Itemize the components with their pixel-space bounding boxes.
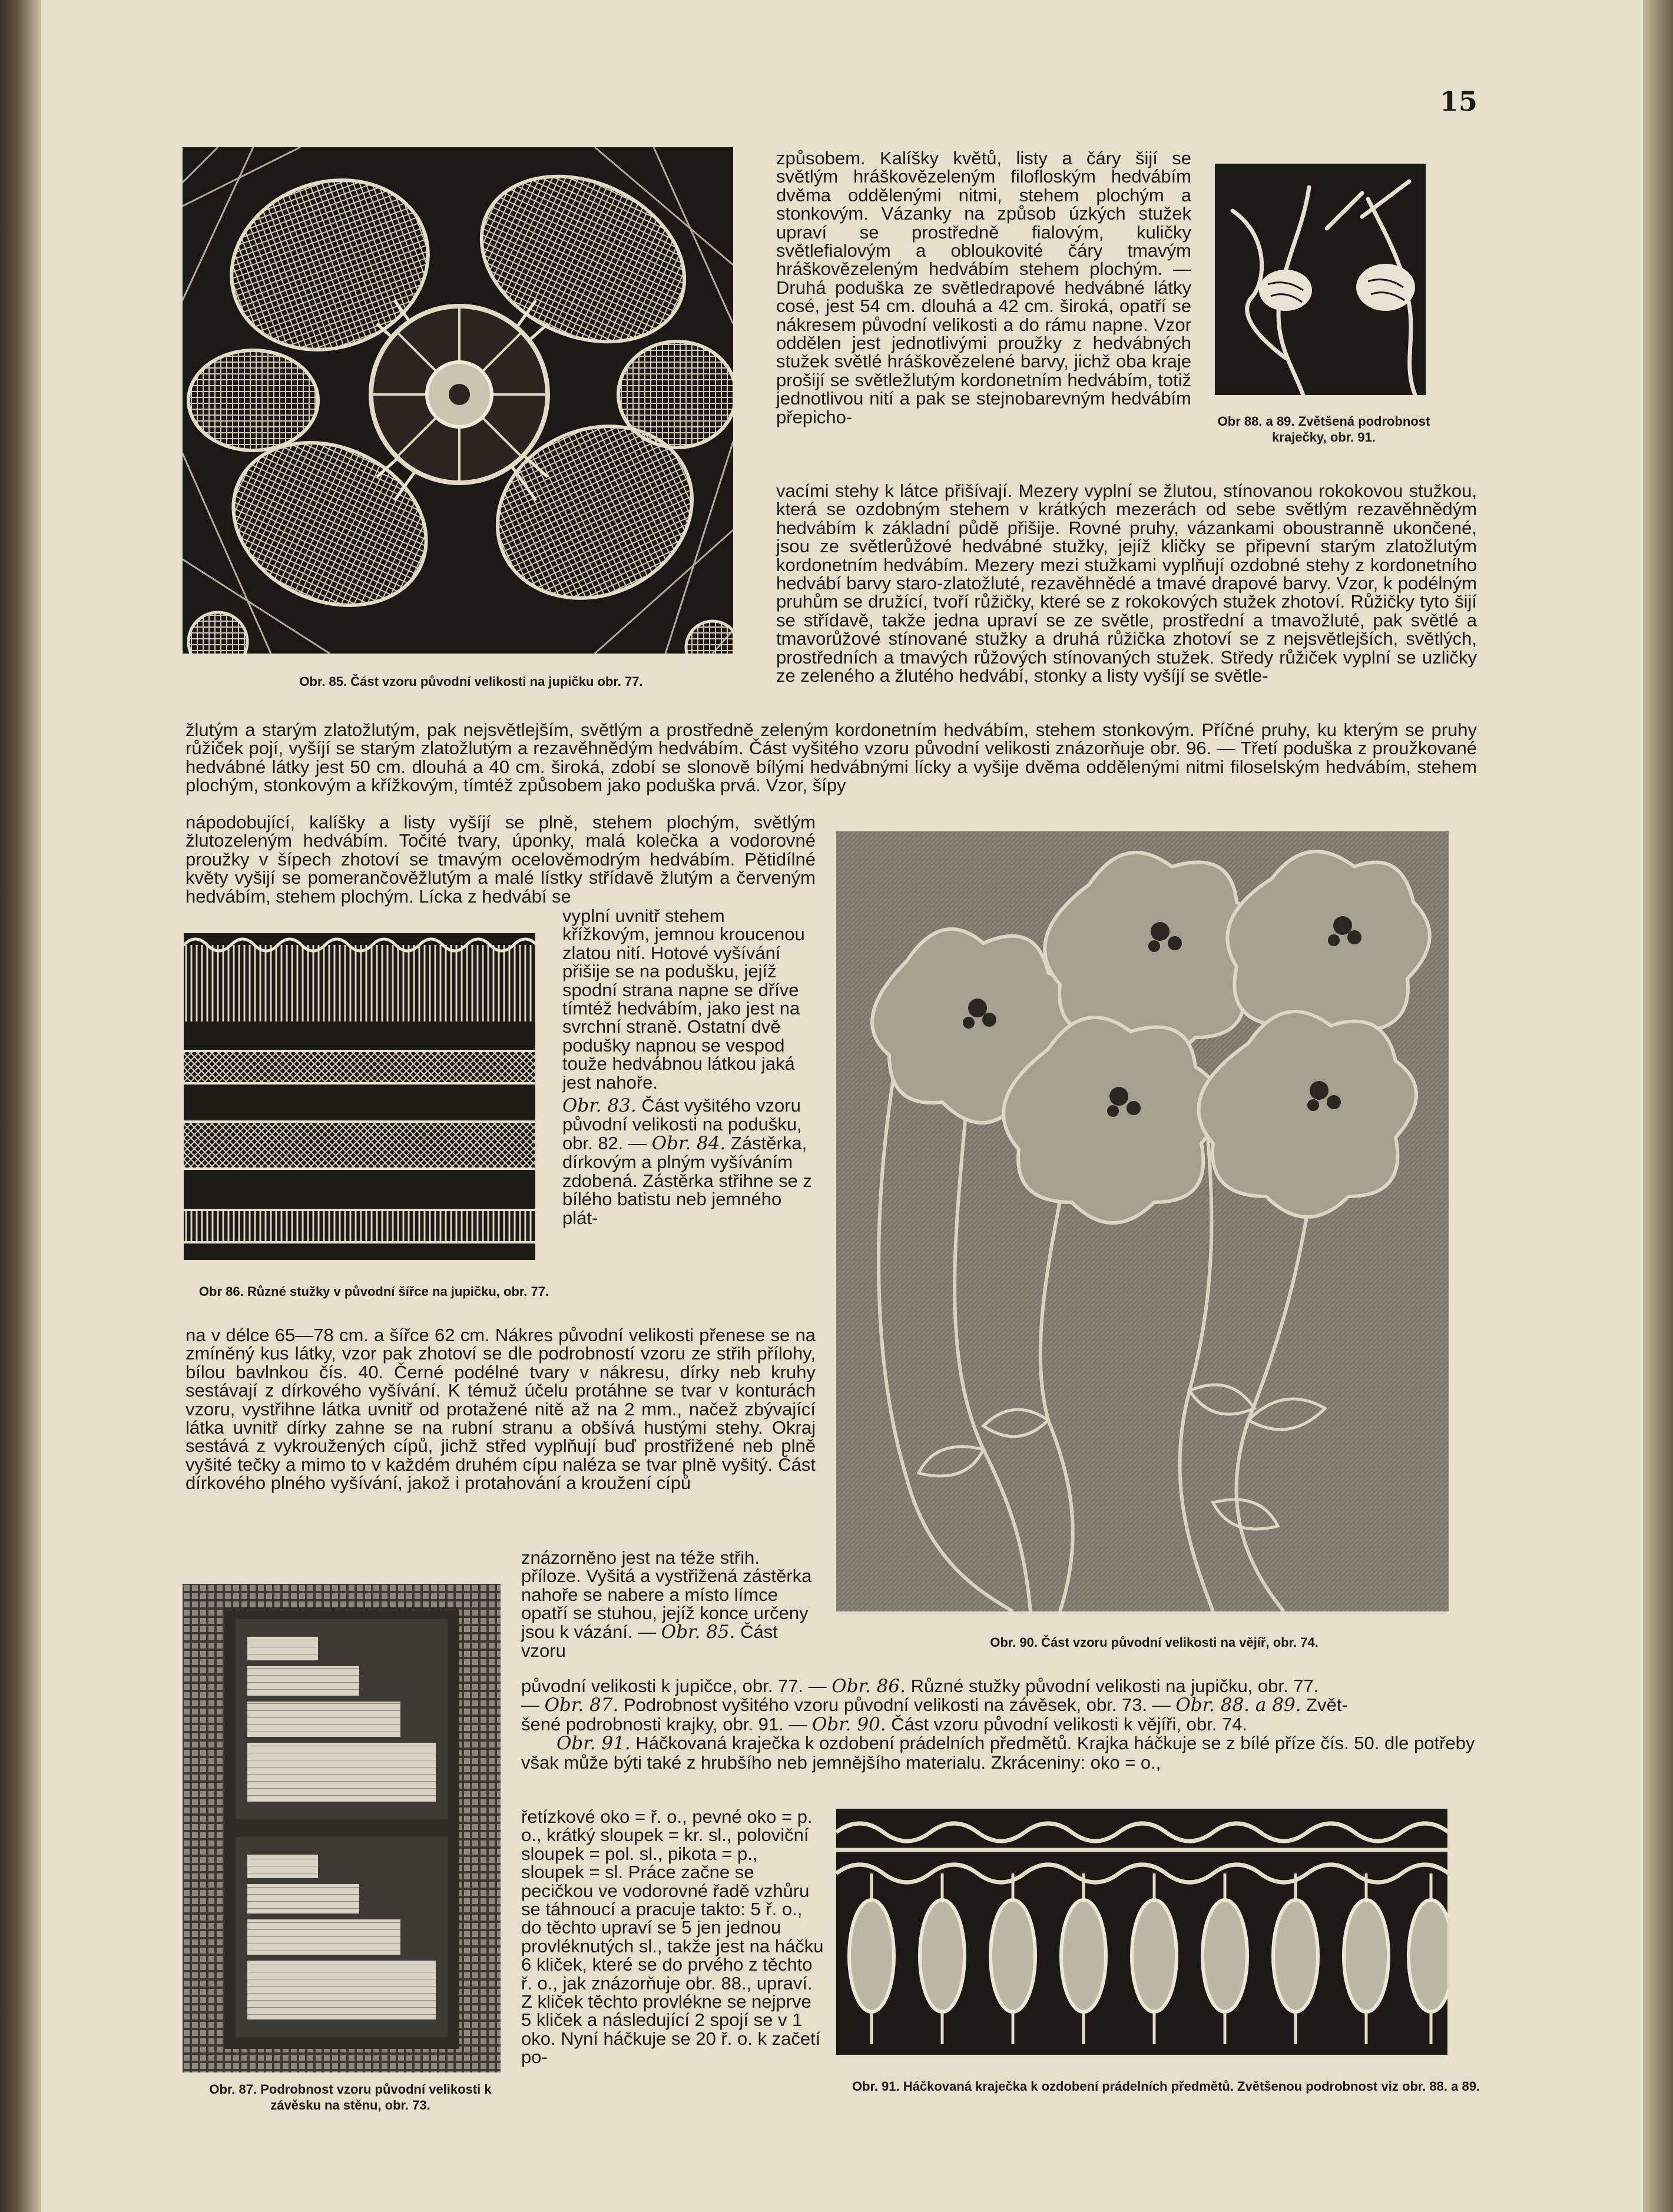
text-narrow-column-2	[521, 1548, 816, 1660]
paragraph: vacími stehy k látce přišívají. Mezery vyplní se žlutou, stínovanou rokokovou stužkou, která se ozdobným stehem v krátkých mezerách od sebe světlým rezavěhnědým hedvábím k základní půdě přišije. Rovné pruhy, vázankami oboustranně ukončené, jsou ze světlerůžové hedvábné stužky, jejíž kličky se připevní starým zlatožlutým kordonetním hedvábím. Mezery mezi stužkami vyplňují ozdobné stehy z kordonetního hedvábí barvy staro-zlatožluté, rezavěhnědé a tmavé drapové barvy. Vzor, k podélným pruhům se družící, tvoří růžičky, které se z rokokových stužek zhotoví. Růžičky tyto šijí se střídavě, takže jedna upraví se ze světle, prostřední a tmavožluté, pak světlé a tmavorůžové stínované stužky a druhá růžička zhotoví se z nejsvětlejších, světlých, prostředních a tmavých růžových stínovaných stužek. Středy růžiček vyplní se uzličky ze zeleného a žlutého hedvábí, stonky a listy vyšíjí se světle-	[776, 480, 1477, 687]
paragraph: Zástěrka, dírkovým a plným vyšíváním zdobená. Zástěrka střihne se z bílého batistu neb jemného plát-	[562, 1132, 812, 1228]
text-bottom-narrow-column	[521, 1808, 824, 2067]
figure-ref-86: Obr. 86.	[831, 1676, 906, 1697]
paragraph: Různé stužky původní velikosti na jupičku, obr. 77.	[910, 1676, 1319, 1696]
figure-87-wall-hanging-detail	[183, 1584, 501, 2072]
page-edge-shadow	[1643, 0, 1673, 2212]
text-left-middle	[185, 813, 816, 906]
paragraph: způsobem. Kalíšky květů, listy a čáry šijí se světlým hráškovězeleným filofloským hedvábím dvěma oddělenými nitmi, stehem plochým a stonkovým. Vázanky na způsob úzkých stužek upraví se prostředně fialovým, kuličky světlefialovým a obloukovité čáry tmavým hráškovězeleným hedvábím stehem plochým. — Druhá poduška ze světledrapové hedvábné látky cosé, jest 54 cm. dlouhá a 42 cm. široká, opatří se nákresem původní velikosti a do rámu napne. Vzor oddělen jest jednotlivými proužky z hedvábných stužek světlé hráškovězelené barvy, jichž oba kraje prošijí se světležlutým kordonetním hedvábím, totiž jednotlivou nití a pak se stejnobarevným hedvábím přepicho-	[776, 148, 1191, 427]
paragraph: šené podrobnosti krajky, obr. 91. —	[521, 1713, 807, 1735]
paragraph: žlutým a starým zlatožlutým, pak nejsvětlejším, světlým a prostředně zeleným kordonetním hedvábím, stehem stonkovým. Příčné pruhy, ku kterým se pruhy růžiček pojí, vyšíjí se starým zlatožlutým a rezavěhnědým hedvábím. Část vyšitého vzoru původní velikosti znázorňuje obr. 96. — Třetí poduška z proužkované hedvábné látky jest 50 cm. dlouhá a 40 cm. široká, zdobí se slonově bílými hedvábnými lícky a vyšije dvěma oddělenými nitmi filoselským hedvábím, stehem plochým, stonkovým a křížkovým, tímtéž způsobem jako poduška prvá. Vzor, šípy	[185, 719, 1477, 796]
paragraph: Část vyšitého vzoru původní velikosti na podušku, obr. 82. —	[562, 1095, 802, 1153]
paragraph: Část vzoru původní velikosti k vějíři, obr. 74.	[891, 1713, 1248, 1735]
figure-ref-90: Obr. 90.	[811, 1713, 886, 1735]
caption-fig-85: Obr. 85. Část vzoru původní velikosti na jupičku obr. 77.	[299, 674, 643, 689]
caption-fig-86: Obr 86. Různé stužky v původní šířce na jupičku, obr. 77.	[198, 1284, 549, 1299]
figure-88-89-crochet-detail	[1215, 164, 1426, 395]
text-right-column-top	[776, 149, 1191, 426]
figure-ref-83: Obr. 83.	[562, 1095, 637, 1117]
text-right-column-wide	[776, 482, 1477, 685]
paragraph: Zvět-	[1306, 1694, 1348, 1716]
text-full-width	[185, 721, 1477, 795]
paragraph: Podrobnost vyšitého vzoru původní velikosti na závěsek, obr. 73. —	[623, 1694, 1171, 1716]
figure-91-crochet-lace	[836, 1809, 1447, 2055]
paragraph: nápodobující, kalíšky a listy vyšíjí se plně, stehem plochým, světlým žlutozeleným hedvábím. Točité tvary, úponky, malá kolečka a vodorovné proužky v šípech zhotoví se tmavým ocelověmodrým hedvábím. Pětidílné květy vyšijí se pomerančověžlutým a malé lístky střídavě žlutým a červeným hedvábím, stehem plochým. Lícka z hedvábí se	[185, 812, 816, 907]
paragraph: řetízkové oko = ř. o., pevné oko = p. o., krátký sloupek = kr. sl., poloviční sloupek = pol. sl., pikota = p., sloupek = sl. Práce začne se pecičkou ve vodorovné řadě vzhůru se táhnoucí a pracuje takto: 5 ř. o., do těchto upraví se 5 jen jednou provléknutých sl., takže jest na háčku 6 kliček, které se do prvého z těchto ř. o., jak znázorňuje obr. 88., upraví. Z kliček těchto provlékne se nejprve 5 kliček a následující 2 spojí se v 1 oko. Nyní háčkuje se 20 ř. o. k začetí po-	[521, 1806, 824, 2068]
paragraph: Část vzoru	[521, 1621, 778, 1662]
figure-86-ribbons	[184, 933, 535, 1260]
paragraph: —	[521, 1694, 539, 1716]
figure-ref-87: Obr. 87.	[544, 1694, 619, 1716]
figure-ref-85: Obr. 85.	[661, 1621, 736, 1643]
figure-90-rose-fan	[836, 831, 1449, 1611]
caption-fig-91: Obr. 91. Háčkovaná kraječka k ozdobení prádelních předmětů. Zvětšenou podrobnost viz obr. 88. a 89.	[852, 2079, 1480, 2094]
paragraph: vyplní uvnitř stehem křížkovým, jemnou kroucenou zlatou nití. Hotové vyšívání přišije se na podušku, jejíž spodní strana napne se dříve tímtéž hedvábím, jako jest na svrchní straně. Ostatní dvě podušky napnou se vespod touže hedvábnou látkou jaká jest nahoře.	[562, 906, 805, 1093]
figure-ref-88-89: Obr. 88. a 89.	[1175, 1694, 1301, 1716]
paragraph: Háčkovaná kraječka k ozdobení prádelních předmětů. Krajka háčkuje se z bílé příze čís. 50. dle potřeby však může býti také z hrubšího neb jemnějšího materialu. Zkráceniny: oko = o.,	[521, 1733, 1475, 1773]
paragraph: původní velikosti k jupičce, obr. 77. —	[521, 1676, 827, 1696]
text-narrow-column-1	[562, 907, 816, 1227]
book-spine-shadow	[0, 0, 41, 2212]
figure-ref-91: Obr. 91.	[556, 1733, 631, 1755]
caption-fig-88-89: Obr 88. a 89. Zvětšená podrobnost kraječky, obr. 91.	[1217, 414, 1430, 445]
figure-ref-84: Obr. 84.	[651, 1132, 726, 1154]
paragraph: na v délce 65—78 cm. a šířce 62 cm. Nákres původní velikosti přenese se na zmíněný kus látky, vzor pak zhotoví se dle podrobností vzoru ze střih přílohy, bílou bavlnkou čís. 40. Černé podélné tvary v nákresu, dírky neb kruhy sestávají z dírkového vyšívání. K témuž účelu protáhne se tvar v konturách vzoru, vystřihne látka uvnitř od protažené nitě až na 2 mm., načež zbývající látka uvnitř dírky zahne se na rubní stranu a obšívá hustými stehy. Okraj sestává z vykroužených cípů, jichž střed vyplňují buď prostřižené neb plně vyšité tečky a mimo to v každém druhém cípu naléza se tvar plně vyšitý. Část dírkového plného vyšívání, jakož i protahování a kroužení cípů	[185, 1325, 816, 1494]
text-figure-captions-block	[521, 1677, 1475, 1772]
caption-fig-90: Obr. 90. Část vzoru původní velikosti na vějíř, obr. 74.	[990, 1635, 1318, 1650]
text-mid-block	[185, 1326, 816, 1493]
caption-fig-87: Obr. 87. Podrobnost vzoru původní velikosti k závěsku na stěnu, obr. 73.	[209, 2082, 492, 2112]
figure-85-lace-rosette	[183, 147, 733, 654]
paragraph: znázorněno jest na téže střih. příloze. Vyšitá a vystřižená zástěrka nahoře se nabere a místo límce opatří se stuhou, jejíž konce určeny jsou k vázání. —	[521, 1547, 812, 1642]
page-number: 15	[1440, 85, 1478, 117]
